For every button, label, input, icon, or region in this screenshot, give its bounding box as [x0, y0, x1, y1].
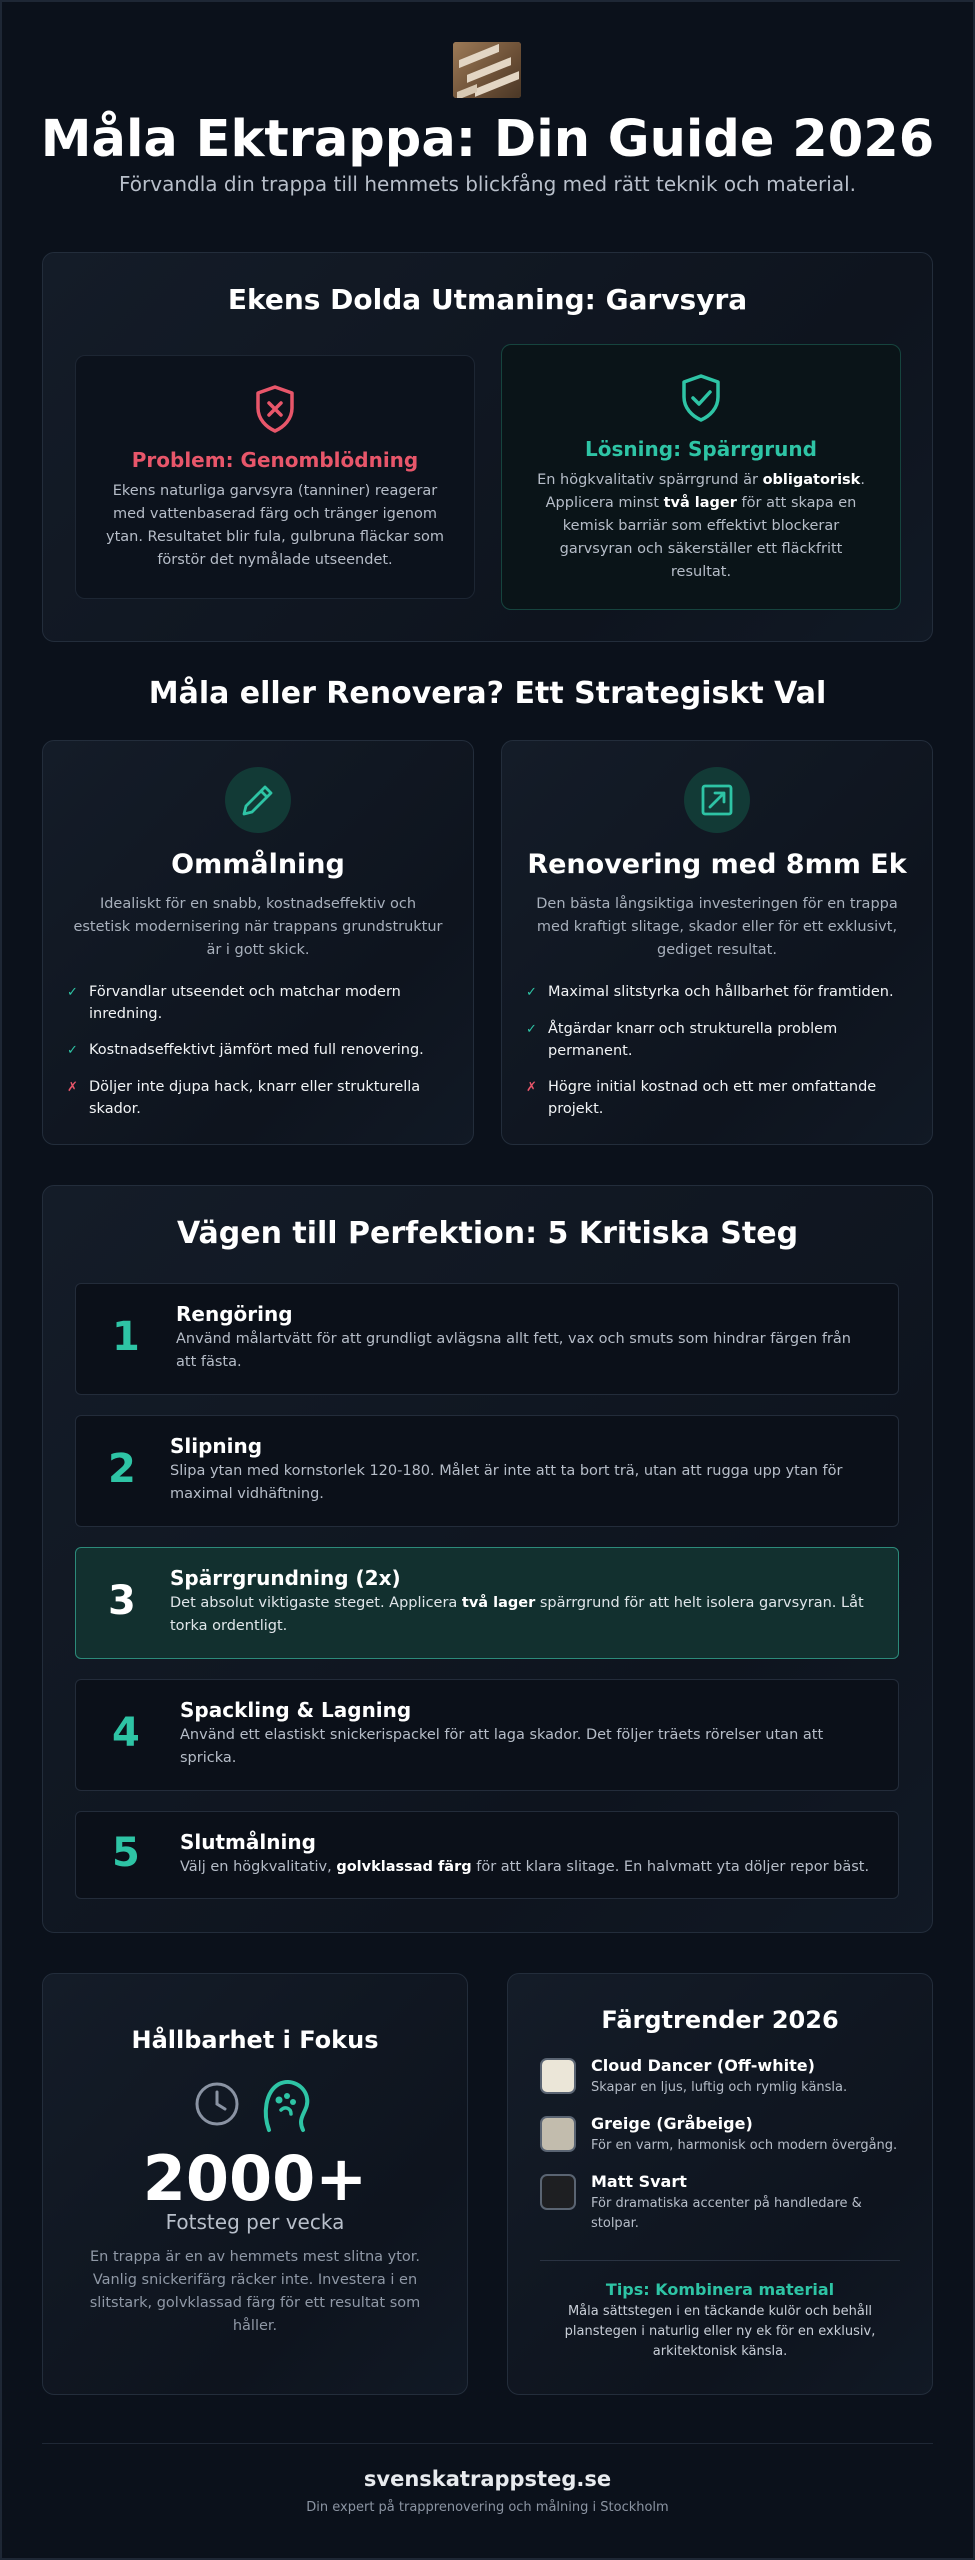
list-item-text: Åtgärdar knarr och strukturella problem permanent.: [548, 1021, 838, 1059]
list-item-text: Maximal slitstyrka och hållbarhet för framtiden.: [548, 984, 894, 1000]
clock-icon: [193, 2080, 241, 2132]
page-subtitle: Förvandla din trappa till hemmets blickfång med rätt teknik och material.: [118, 172, 856, 196]
step-number: 3: [108, 1578, 136, 1624]
footer-tagline: Din expert på trapprenovering och målning i Stockholm: [306, 2500, 669, 2515]
footprint-icon: [257, 2076, 315, 2138]
footer-divider: [42, 2443, 933, 2444]
check-icon: ✓: [67, 1043, 78, 1058]
solution-text: En högkvalitativ spärrgrund är obligatorisk. Applicera minst två lager för att skapa en kemisk barriär som effektivt blockerar garvsyran och säkerställer ett fläckfritt resultat.: [537, 472, 865, 580]
step-text: Använd ett elastiskt snickerispackel för att laga skador. Det följer träets rörelser utan att spricka.: [180, 1727, 824, 1766]
sustainability-heading: Hållbarhet i Fokus: [131, 2026, 379, 2054]
problem-card: [75, 355, 475, 599]
trend-item: [540, 2172, 908, 2232]
list-item: [67, 1076, 451, 1120]
trend-item: [540, 2114, 908, 2164]
cross-icon: ✗: [67, 1080, 78, 1095]
step-title: Spackling & Lagning: [180, 1698, 412, 1722]
tannin-section: [42, 252, 933, 642]
step-5: [75, 1811, 899, 1899]
step-number: 2: [108, 1446, 136, 1492]
choice-heading: Måla eller Renovera? Ett Strategiskt Val: [148, 676, 827, 711]
check-icon: ✓: [526, 985, 537, 1000]
pencil-icon: [225, 767, 291, 833]
step-text: Det absolut viktigaste steget. Applicera två lager spärrgrund för att helt isolera garvsyran. Låt torka ordentligt.: [170, 1595, 864, 1634]
list-item: [526, 981, 910, 1004]
step-number: 4: [112, 1710, 140, 1756]
problem-text: Ekens naturliga garvsyra (tanniner) reagerar med vattenbaserad färg och tränger igenom ytan. Resultatet blir fula, gulbruna fläckar som förstör det nymålade utseendet.: [105, 483, 444, 568]
tip-title: Tips: Kombinera material: [605, 2280, 835, 2299]
step-title: Rengöring: [176, 1302, 293, 1326]
list-item: [67, 981, 451, 1025]
shield-x-icon: [253, 384, 297, 438]
color-swatch: [540, 2116, 576, 2152]
stair-photo: [453, 42, 521, 98]
paint-list: [67, 981, 451, 1134]
solution-title: Lösning: Spärrgrund: [585, 437, 817, 461]
step-1: [75, 1283, 899, 1395]
list-item-text: Döljer inte djupa hack, knarr eller strukturella skador.: [89, 1079, 421, 1117]
steps-heading: Vägen till Perfektion: 5 Kritiska Steg: [176, 1216, 799, 1251]
footer-site: svenskatrappsteg.se: [363, 2467, 612, 2491]
step-text: Välj en högkvalitativ, golvklassad färg för att klara slitage. En halvmatt yta döljer repor bäst.: [180, 1859, 870, 1875]
tip-text: Måla sättstegen i en täckande kulör och behåll planstegen i naturlig eller ny ek för en exklusiv, arkitektonisk känsla.: [564, 2304, 876, 2359]
trend-name: Cloud Dancer (Off-white): [591, 2056, 815, 2075]
solution-card: [501, 344, 901, 610]
trend-desc: För dramatiska accenter på handledare & stolpar.: [591, 2196, 862, 2231]
divider: [540, 2260, 900, 2261]
renovate-list: [526, 981, 910, 1134]
trend-name: Greige (Gråbeige): [591, 2114, 753, 2133]
step-title: Slutmålning: [180, 1830, 316, 1854]
stat-value: 2000+: [142, 2142, 368, 2215]
renovate-lead: Den bästa långsiktiga investeringen för en trappa med kraftigt slitage, skador eller för ett exklusivt, gediget resultat.: [536, 896, 898, 958]
check-icon: ✓: [67, 985, 78, 1000]
renovate-card: [501, 740, 933, 1145]
list-item-text: Högre initial kostnad och ett mer omfattande projekt.: [548, 1079, 877, 1117]
trend-item: [540, 2056, 908, 2106]
paint-title: Ommålning: [171, 849, 345, 880]
shield-check-icon: [679, 373, 723, 427]
color-trends-card: [507, 1973, 933, 2395]
step-title: Slipning: [170, 1434, 263, 1458]
stat-label: Fotsteg per vecka: [165, 2210, 345, 2234]
paint-lead: Idealiskt för en snabb, kostnadseffektiv och estetisk modernisering när trappans grundstruktur är i gott skick.: [73, 896, 443, 958]
renovate-title: Renovering med 8mm Ek: [527, 849, 907, 880]
step-text: Använd målartvätt för att grundligt avlägsna allt fett, vax och smuts som hindrar färgen från att fästa.: [176, 1331, 851, 1370]
problem-title: Problem: Genomblödning: [131, 448, 419, 472]
sustainability-card: [42, 1973, 468, 2395]
list-item-text: Förvandlar utseendet och matchar modern inredning.: [89, 984, 401, 1022]
list-item: [526, 1018, 910, 1062]
step-4: [75, 1679, 899, 1791]
sustainability-text: En trappa är en av hemmets mest slitna ytor. Vanlig snickerifärg räcker inte. Investera i en slitstark, golvklassad färg för ett resultat som håller.: [89, 2249, 421, 2334]
trend-desc: Skapar en ljus, luftig och rymlig känsla.: [591, 2080, 848, 2095]
step-2: [75, 1415, 899, 1527]
step-number: 1: [112, 1314, 140, 1360]
list-item-text: Kostnadseffektivt jämfört med full renovering.: [89, 1042, 424, 1058]
trends-heading: Färgtrender 2026: [601, 2006, 839, 2034]
color-swatch: [540, 2058, 576, 2094]
tannin-heading: Ekens Dolda Utmaning: Garvsyra: [227, 283, 748, 316]
resize-icon: [684, 767, 750, 833]
page-title: Måla Ektrappa: Din Guide 2026: [40, 110, 935, 169]
step-title: Spärrgrundning (2x): [170, 1566, 401, 1590]
list-item: [526, 1076, 910, 1120]
check-icon: ✓: [526, 1022, 537, 1037]
trend-name: Matt Svart: [591, 2172, 687, 2191]
cross-icon: ✗: [526, 1080, 537, 1095]
color-swatch: [540, 2174, 576, 2210]
paint-card: [42, 740, 474, 1145]
step-number: 5: [112, 1830, 140, 1876]
list-item: [67, 1039, 451, 1062]
trend-desc: För en varm, harmonisk och modern övergång.: [591, 2138, 898, 2153]
step-3: [75, 1547, 899, 1659]
step-text: Slipa ytan med kornstorlek 120-180. Målet är inte att ta bort trä, utan att rugga upp ytan för maximal vidhäftning.: [170, 1463, 843, 1502]
